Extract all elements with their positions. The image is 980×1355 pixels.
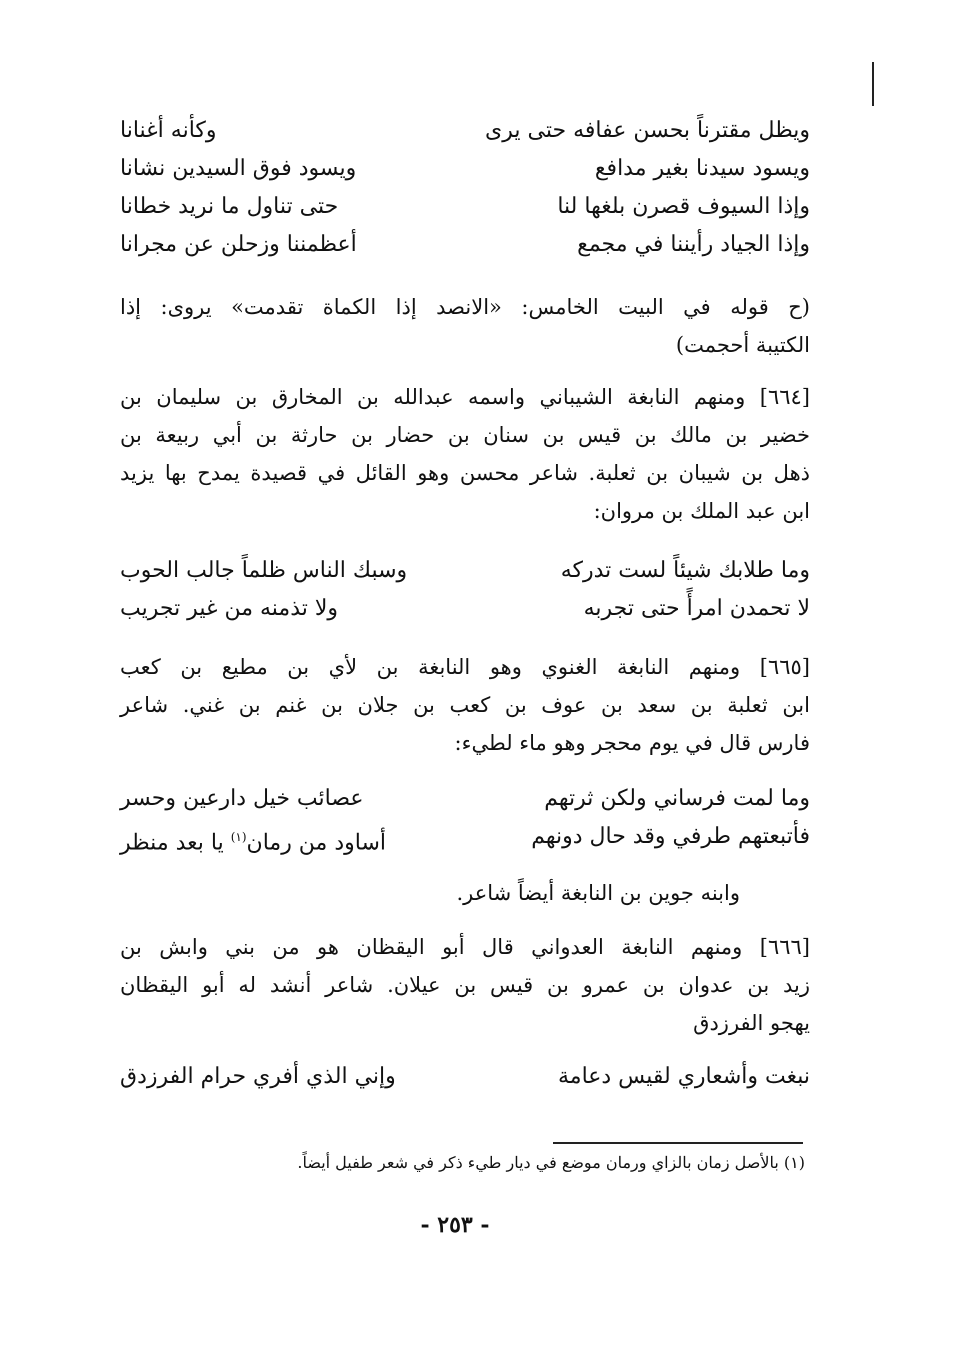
verse-hemistich-right: ويظل مقترناً بحسن عفافه حتى يرى <box>485 118 810 143</box>
verse-text: يا بعد منظر <box>120 830 224 856</box>
page-number: - ٢٥٣ - <box>420 1212 490 1238</box>
verse-hemistich-left: حتى تناول ما نريد خطانا <box>120 194 339 219</box>
verse-hemistich-left <box>120 818 386 856</box>
verse-line <box>120 150 810 188</box>
entry-line: فارس قال في يوم محجر وهو ماء لطيء: <box>454 731 810 755</box>
verse-hemistich-left: أعظمننا وزحلن عن مجرانا <box>120 232 357 257</box>
poem-block-top <box>120 112 810 264</box>
entry-line: خضير بن مالك بن قيس بن سنان بن حضار بن حارثة بن أبي ربيعة بن <box>120 423 810 447</box>
verse-hemistich-left: وإني الذي أفري حرام الفرزدق <box>120 1064 396 1089</box>
entry-line: [٦٦٥] ومنهم النابغة الغنوي وهو النابغة بن لأي بن مطيع بن كعب <box>120 655 810 679</box>
entry-line: ابن عبد الملك بن مروان: <box>593 499 810 523</box>
verse-line <box>120 188 810 226</box>
verse-hemistich-left: وسبك الناس ظلماً جالب الحوب <box>120 558 408 583</box>
verse-line <box>120 590 810 628</box>
verse-line <box>120 780 810 818</box>
verse-hemistich-right: ويسود سيدنا بغير مدافع <box>594 156 810 181</box>
note-line: الكتيبة أحجمت) <box>675 333 810 357</box>
verse-line <box>120 112 810 150</box>
entry-line: زيد بن عدوان بن عمرو بن قيس بن عيلان. شاعر أنشد له أبو اليقظان <box>120 973 810 997</box>
verse-hemistich-right: فأتبعتهم طرفي وقد حال دونهم <box>531 824 810 849</box>
entry-line: [٦٦٦] ومنهم النابغة العدواني قال أبو اليقظان هو من بني وابش بن <box>120 935 810 959</box>
verse-text: أساود من رمان <box>246 830 387 856</box>
verse-hemistich-left: وكأنه أغنانا <box>120 118 217 143</box>
entry-line: ذهل بن شيبان بن ثعلبة. شاعر محسن وهو القائل في قصيدة يمدح بها يزيد <box>120 461 810 485</box>
margin-mark <box>872 62 874 106</box>
verse-hemistich-left: ويسود فوق السيدين نشانا <box>120 156 357 181</box>
verse-line <box>120 552 810 590</box>
verse-hemistich-right: وما لمت فرساني ولكن ثرتهم <box>544 786 810 811</box>
entry-line: يهجو الفرزدق <box>693 1011 810 1035</box>
son-note-line: وابنه جوين بن النابغة أيضاً شاعر. <box>456 881 740 905</box>
entry-664 <box>120 378 810 530</box>
footnote-marker: (١) <box>230 830 247 844</box>
poem-block-665 <box>120 780 810 856</box>
verse-hemistich-right: وإذا الجياد رأيننا في مجمع <box>577 232 810 257</box>
verse-hemistich-right: لا تحمدن امرأً حتى تجربه <box>583 596 810 621</box>
poem-block-664 <box>120 552 810 628</box>
verse-hemistich-right: وإذا السيوف قصرن بلغها لنا <box>557 194 810 219</box>
verse-line <box>120 1058 810 1096</box>
verse-hemistich-right: وما طلابك شيئاً لست تدركه <box>560 558 810 583</box>
entry-line: ابن ثعلبة بن سعد بن عوف بن كعب بن جلان بن غنم بن غني. شاعر <box>120 693 810 717</box>
entry-666 <box>120 928 810 1042</box>
verse-hemistich-left: ولا تذمنه من غير تجريب <box>120 596 339 621</box>
son-note <box>120 874 740 912</box>
poem-block-666 <box>120 1058 810 1096</box>
verse-line <box>120 226 810 264</box>
note-line: (ح قوله في البيت الخامس: «الانصد إذا الكماة تقدمت» يروى: إذا <box>120 295 810 319</box>
verse-hemistich-right: نبغت وأشعاري لقيس دعامة <box>557 1064 810 1089</box>
entry-665 <box>120 648 810 762</box>
editorial-note <box>120 288 810 364</box>
entry-line: [٦٦٤] ومنهم النابغة الشيباني واسمه عبدالله بن المخارق بن سليمان بن <box>120 385 810 409</box>
verse-line <box>120 818 810 856</box>
footnote: (١) بالأصل زمان بالزاي ورمان موضع في ديار طيء ذكر في شعر طفيل أيضاً. <box>297 1153 805 1172</box>
footnote-divider <box>553 1142 803 1144</box>
verse-hemistich-left: عصائب خيل دارعين وحسر <box>120 786 364 811</box>
